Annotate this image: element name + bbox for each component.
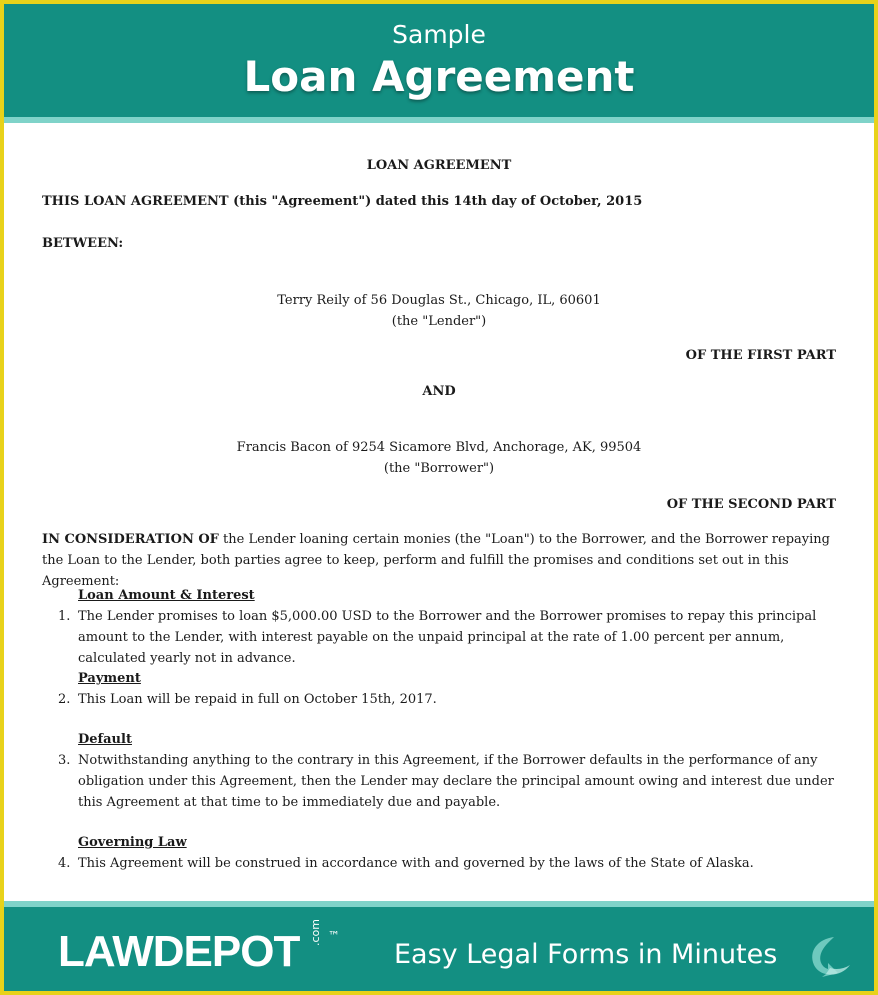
- footer-banner: [4, 907, 874, 991]
- document-title: LOAN AGREEMENT: [366, 158, 512, 173]
- lender-address: Terry Reily of 56 Douglas St., Chicago, IL, 60601: [277, 293, 601, 308]
- header-banner: [4, 4, 874, 117]
- document-frame: [4, 4, 874, 991]
- consideration-lead: IN CONSIDERATION OF: [42, 532, 219, 547]
- section-number: 3.: [58, 753, 71, 768]
- intro-line: THIS LOAN AGREEMENT (this "Agreement") dated this 14th day of October, 2015: [42, 194, 643, 209]
- and-label: AND: [422, 384, 456, 399]
- between-label: BETWEEN:: [42, 236, 124, 251]
- section-heading: Payment: [78, 671, 141, 686]
- header-subtitle: Sample: [392, 20, 486, 49]
- borrower-address: Francis Bacon of 9254 Sicamore Blvd, Anchorage, AK, 99504: [236, 440, 642, 455]
- borrower-role: (the "Borrower"): [383, 461, 495, 476]
- lender-role: (the "Lender"): [391, 314, 487, 329]
- section-heading: Loan Amount & Interest: [78, 588, 255, 603]
- section-number: 4.: [58, 856, 71, 871]
- section-number: 2.: [58, 692, 71, 707]
- footer-tagline: Easy Legal Forms in Minutes: [394, 939, 778, 970]
- section-heading: Default: [78, 732, 132, 747]
- first-part-label: OF THE FIRST PART: [685, 348, 836, 363]
- section-heading: Governing Law: [78, 835, 187, 850]
- header-stripe: [4, 117, 874, 123]
- logo-wordmark: LAWDEPOT: [58, 927, 300, 976]
- consideration-text: the Lender loaning certain monies (the "Loan") to the Borrower, and the Borrower repaying the Loan to the Lender, both parties agree to keep, perform and fulfill the promises and conditions set out in this Agreement:: [42, 532, 830, 589]
- second-part-label: OF THE SECOND PART: [666, 497, 836, 512]
- logo-trademark: ™: [328, 929, 340, 943]
- curved-arrow-icon: [804, 933, 852, 977]
- section-text: Notwithstanding anything to the contrary in this Agreement, if the Borrower defaults in the performance of any obligation under this Agreement, then the Lender may declare the principal amount owing and interest due under this Agreement at that time to be immediately due and payable.: [78, 753, 834, 810]
- consideration-paragraph: [42, 529, 836, 592]
- section-text: The Lender promises to loan $5,000.00 USD to the Borrower and the Borrower promises to repay this principal amount to the Lender, with interest payable on the unpaid principal at the rate of 1.00 percent per annum, calculated yearly not in advance.: [78, 609, 817, 666]
- section-text: This Loan will be repaid in full on October 15th, 2017.: [78, 692, 437, 707]
- section-text: This Agreement will be construed in accordance with and governed by the laws of the State of Alaska.: [78, 856, 754, 871]
- section-number: 1.: [58, 609, 71, 624]
- header-title: Loan Agreement: [243, 52, 635, 101]
- logo-suffix: .com: [309, 919, 322, 946]
- lawdepot-logo[interactable]: [58, 919, 340, 976]
